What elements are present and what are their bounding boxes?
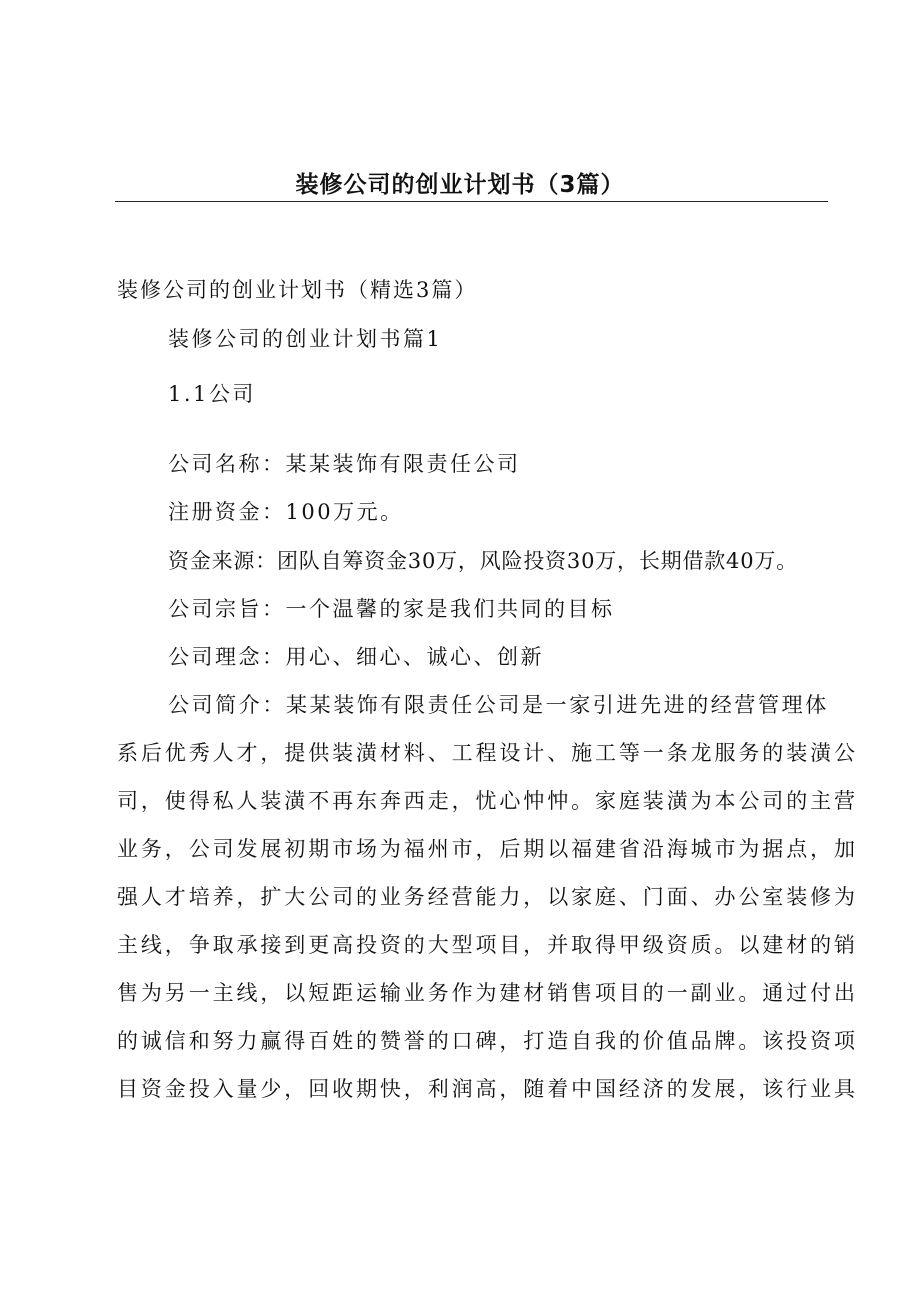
field-capital-source: 资金来源：团队自筹资金30万，风险投资30万，长期借款40万。 xyxy=(168,549,798,573)
paragraph-line: 主线，争取承接到更高投资的大型项目，并取得甲级资质。以建材的销 xyxy=(117,933,858,957)
section-heading: 装修公司的创业计划书篇1 xyxy=(168,327,443,351)
field-company-philosophy: 公司理念：用心、细心、诚心、创新 xyxy=(168,645,544,669)
field-company-purpose: 公司宗旨：一个温馨的家是我们共同的目标 xyxy=(168,597,615,621)
paragraph-line: 售为另一主线，以短距运输业务作为建材销售项目的一副业。通过付出 xyxy=(117,981,858,1005)
paragraph-line: 目资金投入量少，回收期快，利润高，随着中国经济的发展，该行业具 xyxy=(117,1077,858,1101)
paragraph-line: 强人才培养，扩大公司的业务经营能力，以家庭、门面、办公室装修为 xyxy=(117,885,858,909)
field-registered-capital: 注册资金：100万元。 xyxy=(168,500,404,524)
title-underline xyxy=(115,201,828,202)
paragraph-line: 的诚信和努力赢得百姓的赞誉的口碑，打造自我的价值品牌。该投资项 xyxy=(117,1029,858,1053)
document-title: 装修公司的创业计划书（3篇） xyxy=(295,172,625,198)
company-intro-paragraph xyxy=(117,691,858,1123)
paragraph-line: 公司简介：某某装饰有限责任公司是一家引进先进的经营管理体 xyxy=(168,693,829,717)
paragraph-line: 系后优秀人才，提供装潢材料、工程设计、施工等一条龙服务的装潢公 xyxy=(117,741,858,765)
paragraph-line: 司，使得私人装潢不再东奔西走，忧心忡忡。家庭装潢为本公司的主营 xyxy=(117,789,858,813)
field-company-name: 公司名称：某某装饰有限责任公司 xyxy=(168,452,521,476)
paragraph-line: 业务，公司发展初期市场为福州市，后期以福建省沿海城市为据点，加 xyxy=(117,837,858,861)
subsection-heading: 1.1公司 xyxy=(168,382,256,406)
document-subtitle: 装修公司的创业计划书（精选3篇） xyxy=(117,278,478,302)
